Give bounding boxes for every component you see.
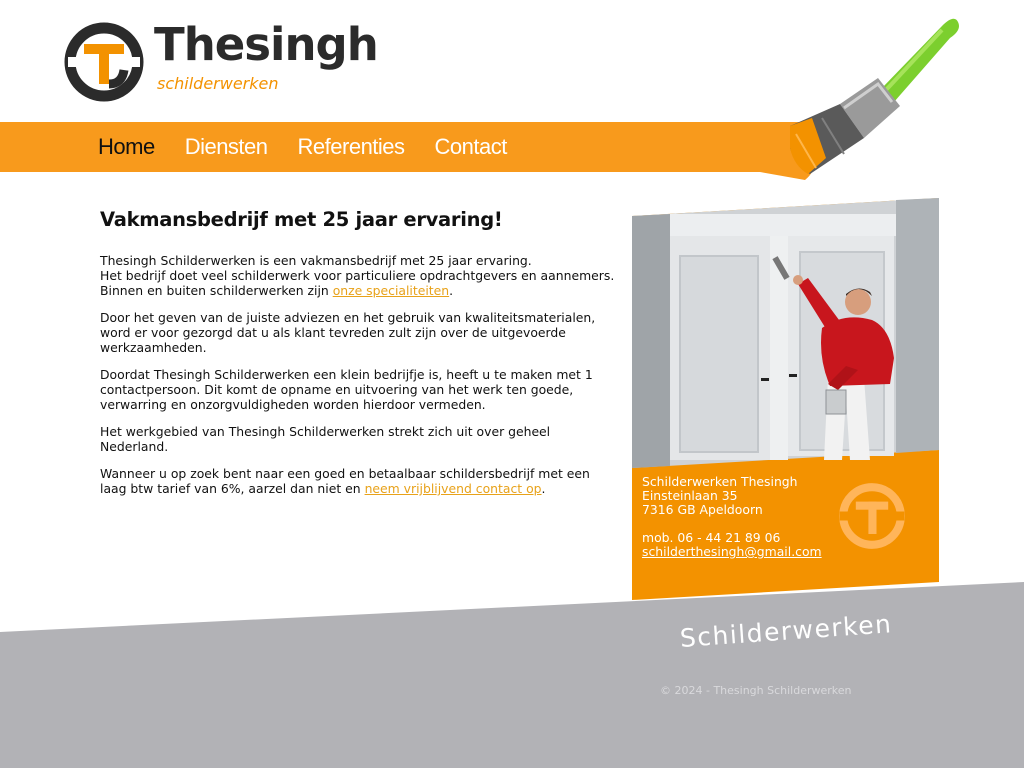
logo-tagline: schilderwerken: [157, 74, 279, 93]
cta-text-end: .: [541, 481, 546, 496]
nav-item-referenties[interactable]: Referenties: [297, 134, 405, 159]
nav-item-diensten[interactable]: Diensten: [184, 134, 268, 159]
contact-phone: mob. 06 - 44 21 89 06: [642, 530, 781, 545]
thesingh-logo-icon: [64, 22, 144, 102]
main-content: [100, 208, 620, 508]
cta-paragraph: [100, 466, 620, 496]
cta-text: Wanneer u op zoek bent naar een goed en betaalbaar schildersbedrijf met een laag btw tarief van 6%, aarzel dan niet en: [100, 466, 590, 496]
contact-link[interactable]: neem vrijblijvend contact op: [364, 481, 542, 496]
nav-item-home[interactable]: Home: [98, 134, 155, 159]
intro-line-2: Het bedrijf doet veel schilderwerk voor particuliere opdrachtgevers en aannemers.: [100, 268, 615, 283]
page-title: Vakmansbedrijf met 25 jaar ervaring!: [100, 208, 503, 231]
site-logo[interactable]: [64, 18, 384, 102]
intro-line-3-end: .: [449, 283, 454, 298]
contact-company: Schilderwerken Thesingh: [642, 474, 798, 489]
advice-paragraph: Door het geven van de juiste adviezen en het gebruik van kwaliteitsmaterialen, word er voor gezorgd dat u als klant tevreden zult zijn over de uitgevoerde werkzaamheden.: [100, 310, 596, 355]
contactperson-paragraph: Doordat Thesingh Schilderwerken een klein bedrijfje is, heeft u te maken met 1 contactpersoon. Dit komt de opname en uitvoering van het werk ten goede, verwarring en onzorgvuldigheden worden hierdoor vermeden.: [100, 367, 593, 412]
contact-city: 7316 GB Apeldoorn: [642, 502, 763, 517]
specialiteiten-link[interactable]: onze specialiteiten: [332, 283, 450, 298]
intro-line-1: Thesingh Schilderwerken is een vakmansbedrijf met 25 jaar ervaring.: [100, 253, 532, 268]
thesingh-logo-watermark-icon: [836, 480, 908, 552]
nav-item-contact[interactable]: Contact: [434, 134, 507, 159]
intro-paragraph: [100, 253, 620, 298]
contact-info: [642, 475, 822, 559]
footer-title: Schilderwerken: [678, 609, 894, 653]
workarea-paragraph: Het werkgebied van Thesingh Schilderwerken strekt zich uit over geheel Nederland.: [100, 424, 551, 454]
main-nav: [98, 134, 537, 160]
copyright-text: © 2024 - Thesingh Schilderwerken: [660, 684, 852, 697]
intro-line-3: Binnen en buiten schilderwerken zijn: [100, 283, 333, 298]
paintbrush-icon: [782, 8, 972, 188]
logo-brand-name: Thesingh: [154, 18, 378, 71]
contact-street: Einsteinlaan 35: [642, 488, 738, 503]
contact-card: [632, 198, 939, 600]
contact-email-link[interactable]: schilderthesingh@gmail.com: [642, 544, 822, 559]
